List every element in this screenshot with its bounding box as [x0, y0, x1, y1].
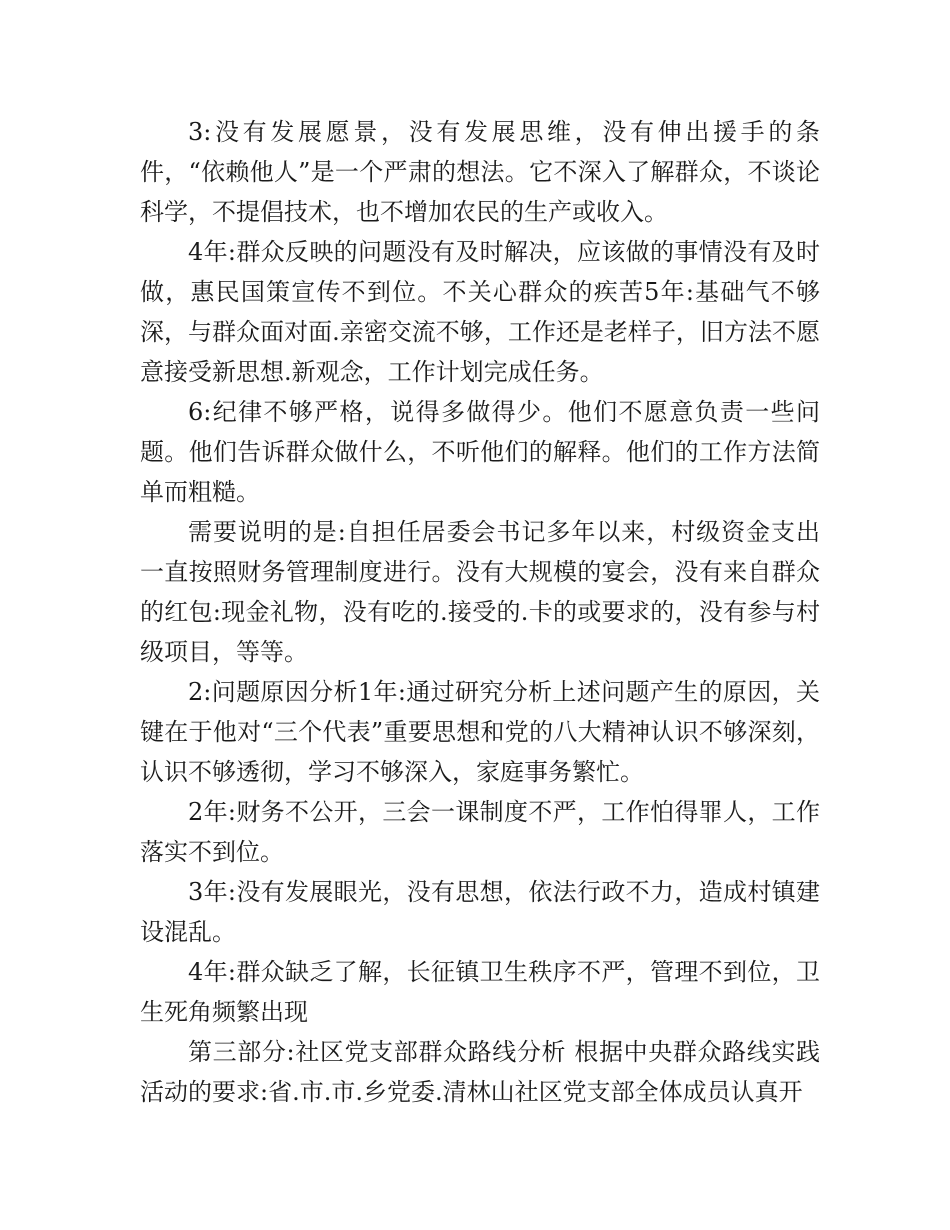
paragraph: 3:没有发展愿景，没有发展思维，没有伸出援手的条件，“依赖他人”是一个严肃的想法。它不深入了解群众，不谈论科学，不提倡技术，也不增加农民的生产或收入。: [140, 118, 820, 226]
paragraph: 2年:财务不公开，三会一课制度不严，工作怕得罪人，工作落实不到位。: [140, 798, 820, 866]
paragraph: 4年:群众缺乏了解，长征镇卫生秩序不严，管理不到位，卫生死角频繁出现: [140, 958, 820, 1026]
paragraph: 3年:没有发展眼光，没有思想，依法行政不力，造成村镇建设混乱。: [140, 878, 820, 946]
paragraph: 2:问题原因分析1年:通过研究分析上述问题产生的原因，关键在于他对“三个代表”重要思想和党的八大精神认识不够深刻，认识不够透彻，学习不够深入，家庭事务繁忙。: [140, 678, 820, 786]
paragraph: 第三部分:社区党支部群众路线分析 根据中央群众路线实践活动的要求:省.市.市.乡党委.清林山社区党支部全体成员认真开: [140, 1038, 820, 1106]
document-body: [140, 112, 820, 1112]
paragraph: 6:纪律不够严格，说得多做得少。他们不愿意负责一些问题。他们告诉群众做什么，不听他们的解释。他们的工作方法简单而粗糙。: [140, 398, 820, 506]
paragraph: 4年:群众反映的问题没有及时解决，应该做的事情没有及时做，惠民国策宣传不到位。不关心群众的疾苦5年:基础气不够深，与群众面对面.亲密交流不够，工作还是老样子，旧方法不愿意接受新思想.新观念，工作计划完成任务。: [140, 238, 820, 386]
paragraph: 需要说明的是:自担任居委会书记多年以来，村级资金支出一直按照财务管理制度进行。没有大规模的宴会，没有来自群众的红包:现金礼物，没有吃的.接受的.卡的或要求的，没有参与村级项目，等等。: [140, 518, 820, 666]
